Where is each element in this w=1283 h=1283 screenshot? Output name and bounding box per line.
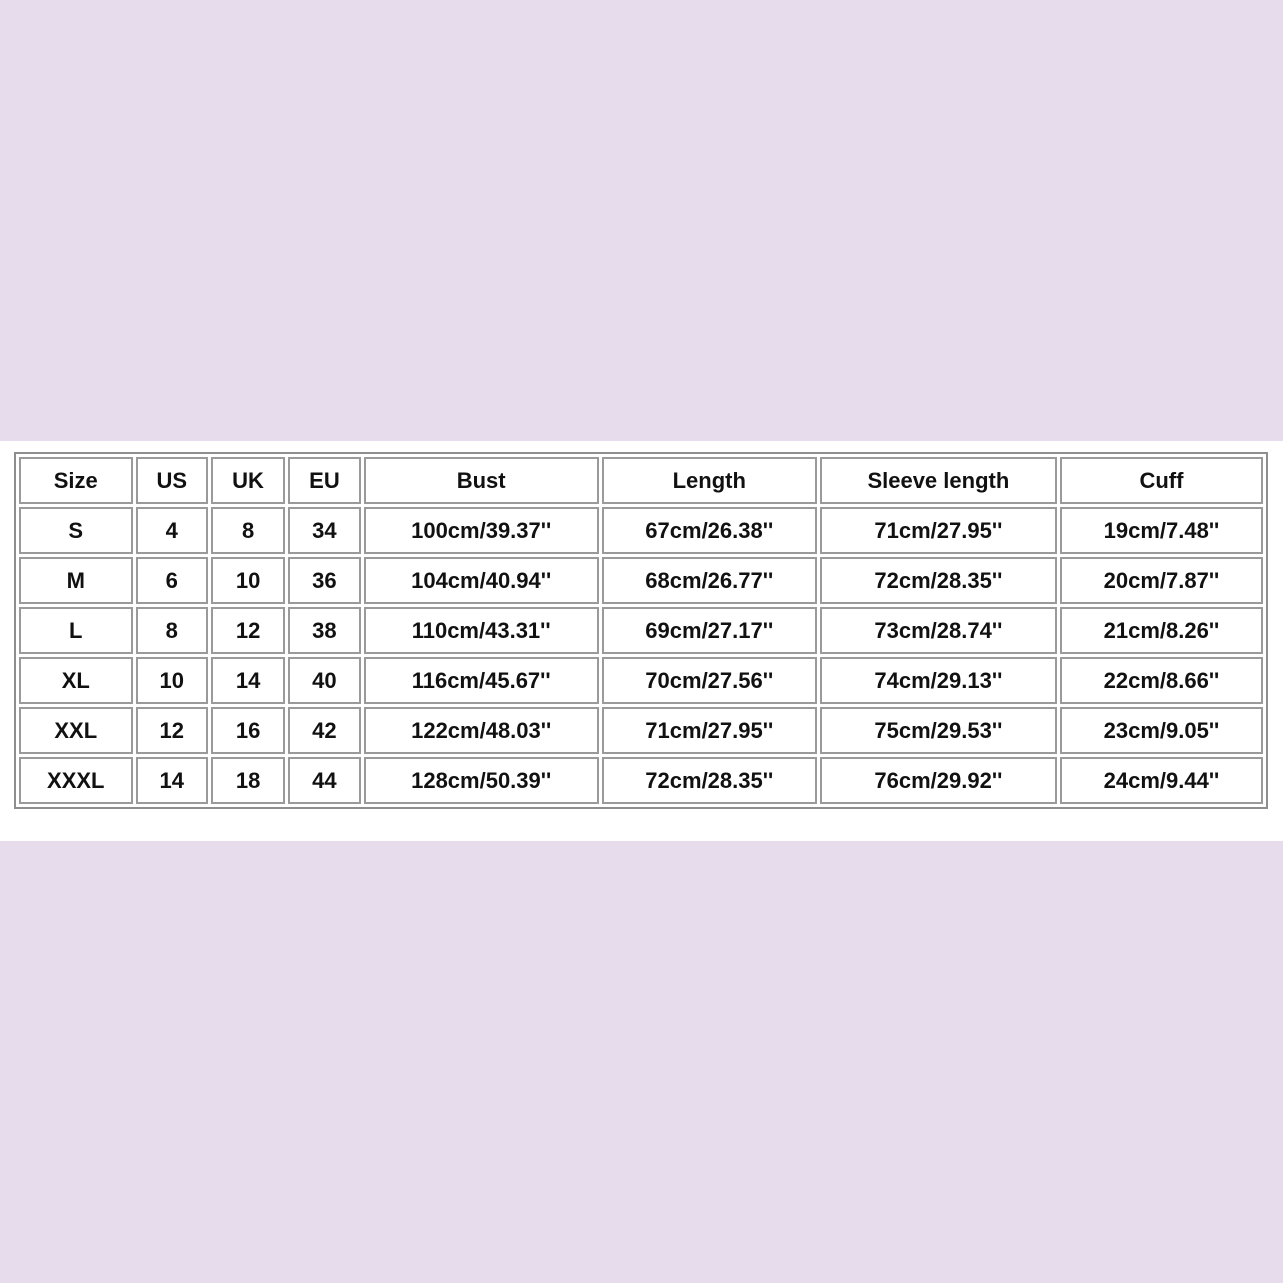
cell-cuff: 22cm/8.66'' bbox=[1060, 657, 1263, 704]
cell-sleeve-length: 73cm/28.74'' bbox=[820, 607, 1057, 654]
header-sleeve-length: Sleeve length bbox=[820, 457, 1057, 504]
header-bust: Bust bbox=[364, 457, 599, 504]
cell-length: 67cm/26.38'' bbox=[602, 507, 817, 554]
cell-cuff: 23cm/9.05'' bbox=[1060, 707, 1263, 754]
cell-size: L bbox=[19, 607, 133, 654]
cell-size: S bbox=[19, 507, 133, 554]
cell-eu: 40 bbox=[288, 657, 360, 704]
header-cuff: Cuff bbox=[1060, 457, 1263, 504]
cell-cuff: 20cm/7.87'' bbox=[1060, 557, 1263, 604]
cell-bust: 110cm/43.31'' bbox=[364, 607, 599, 654]
cell-us: 12 bbox=[136, 707, 208, 754]
cell-eu: 44 bbox=[288, 757, 360, 804]
cell-cuff: 19cm/7.48'' bbox=[1060, 507, 1263, 554]
table-row bbox=[19, 657, 1263, 704]
cell-sleeve-length: 76cm/29.92'' bbox=[820, 757, 1057, 804]
cell-sleeve-length: 71cm/27.95'' bbox=[820, 507, 1057, 554]
cell-eu: 42 bbox=[288, 707, 360, 754]
table-row bbox=[19, 707, 1263, 754]
cell-length: 70cm/27.56'' bbox=[602, 657, 817, 704]
header-size: Size bbox=[19, 457, 133, 504]
cell-length: 68cm/26.77'' bbox=[602, 557, 817, 604]
cell-uk: 8 bbox=[211, 507, 285, 554]
table-row bbox=[19, 507, 1263, 554]
cell-uk: 14 bbox=[211, 657, 285, 704]
cell-us: 14 bbox=[136, 757, 208, 804]
size-chart-table bbox=[14, 452, 1268, 809]
cell-bust: 128cm/50.39'' bbox=[364, 757, 599, 804]
table-row bbox=[19, 757, 1263, 804]
cell-size: XL bbox=[19, 657, 133, 704]
cell-uk: 16 bbox=[211, 707, 285, 754]
cell-cuff: 24cm/9.44'' bbox=[1060, 757, 1263, 804]
header-us: US bbox=[136, 457, 208, 504]
cell-bust: 116cm/45.67'' bbox=[364, 657, 599, 704]
cell-uk: 18 bbox=[211, 757, 285, 804]
header-length: Length bbox=[602, 457, 817, 504]
header-uk: UK bbox=[211, 457, 285, 504]
cell-size: XXXL bbox=[19, 757, 133, 804]
header-eu: EU bbox=[288, 457, 360, 504]
cell-uk: 12 bbox=[211, 607, 285, 654]
cell-bust: 122cm/48.03'' bbox=[364, 707, 599, 754]
cell-size: XXL bbox=[19, 707, 133, 754]
cell-us: 10 bbox=[136, 657, 208, 704]
cell-bust: 100cm/39.37'' bbox=[364, 507, 599, 554]
cell-sleeve-length: 72cm/28.35'' bbox=[820, 557, 1057, 604]
table-row bbox=[19, 557, 1263, 604]
cell-eu: 34 bbox=[288, 507, 360, 554]
cell-sleeve-length: 75cm/29.53'' bbox=[820, 707, 1057, 754]
cell-length: 71cm/27.95'' bbox=[602, 707, 817, 754]
cell-us: 8 bbox=[136, 607, 208, 654]
table-row bbox=[19, 607, 1263, 654]
cell-cuff: 21cm/8.26'' bbox=[1060, 607, 1263, 654]
cell-eu: 38 bbox=[288, 607, 360, 654]
cell-eu: 36 bbox=[288, 557, 360, 604]
cell-sleeve-length: 74cm/29.13'' bbox=[820, 657, 1057, 704]
cell-us: 4 bbox=[136, 507, 208, 554]
cell-size: M bbox=[19, 557, 133, 604]
cell-bust: 104cm/40.94'' bbox=[364, 557, 599, 604]
header-row bbox=[19, 457, 1263, 504]
cell-uk: 10 bbox=[211, 557, 285, 604]
cell-length: 69cm/27.17'' bbox=[602, 607, 817, 654]
cell-length: 72cm/28.35'' bbox=[602, 757, 817, 804]
cell-us: 6 bbox=[136, 557, 208, 604]
